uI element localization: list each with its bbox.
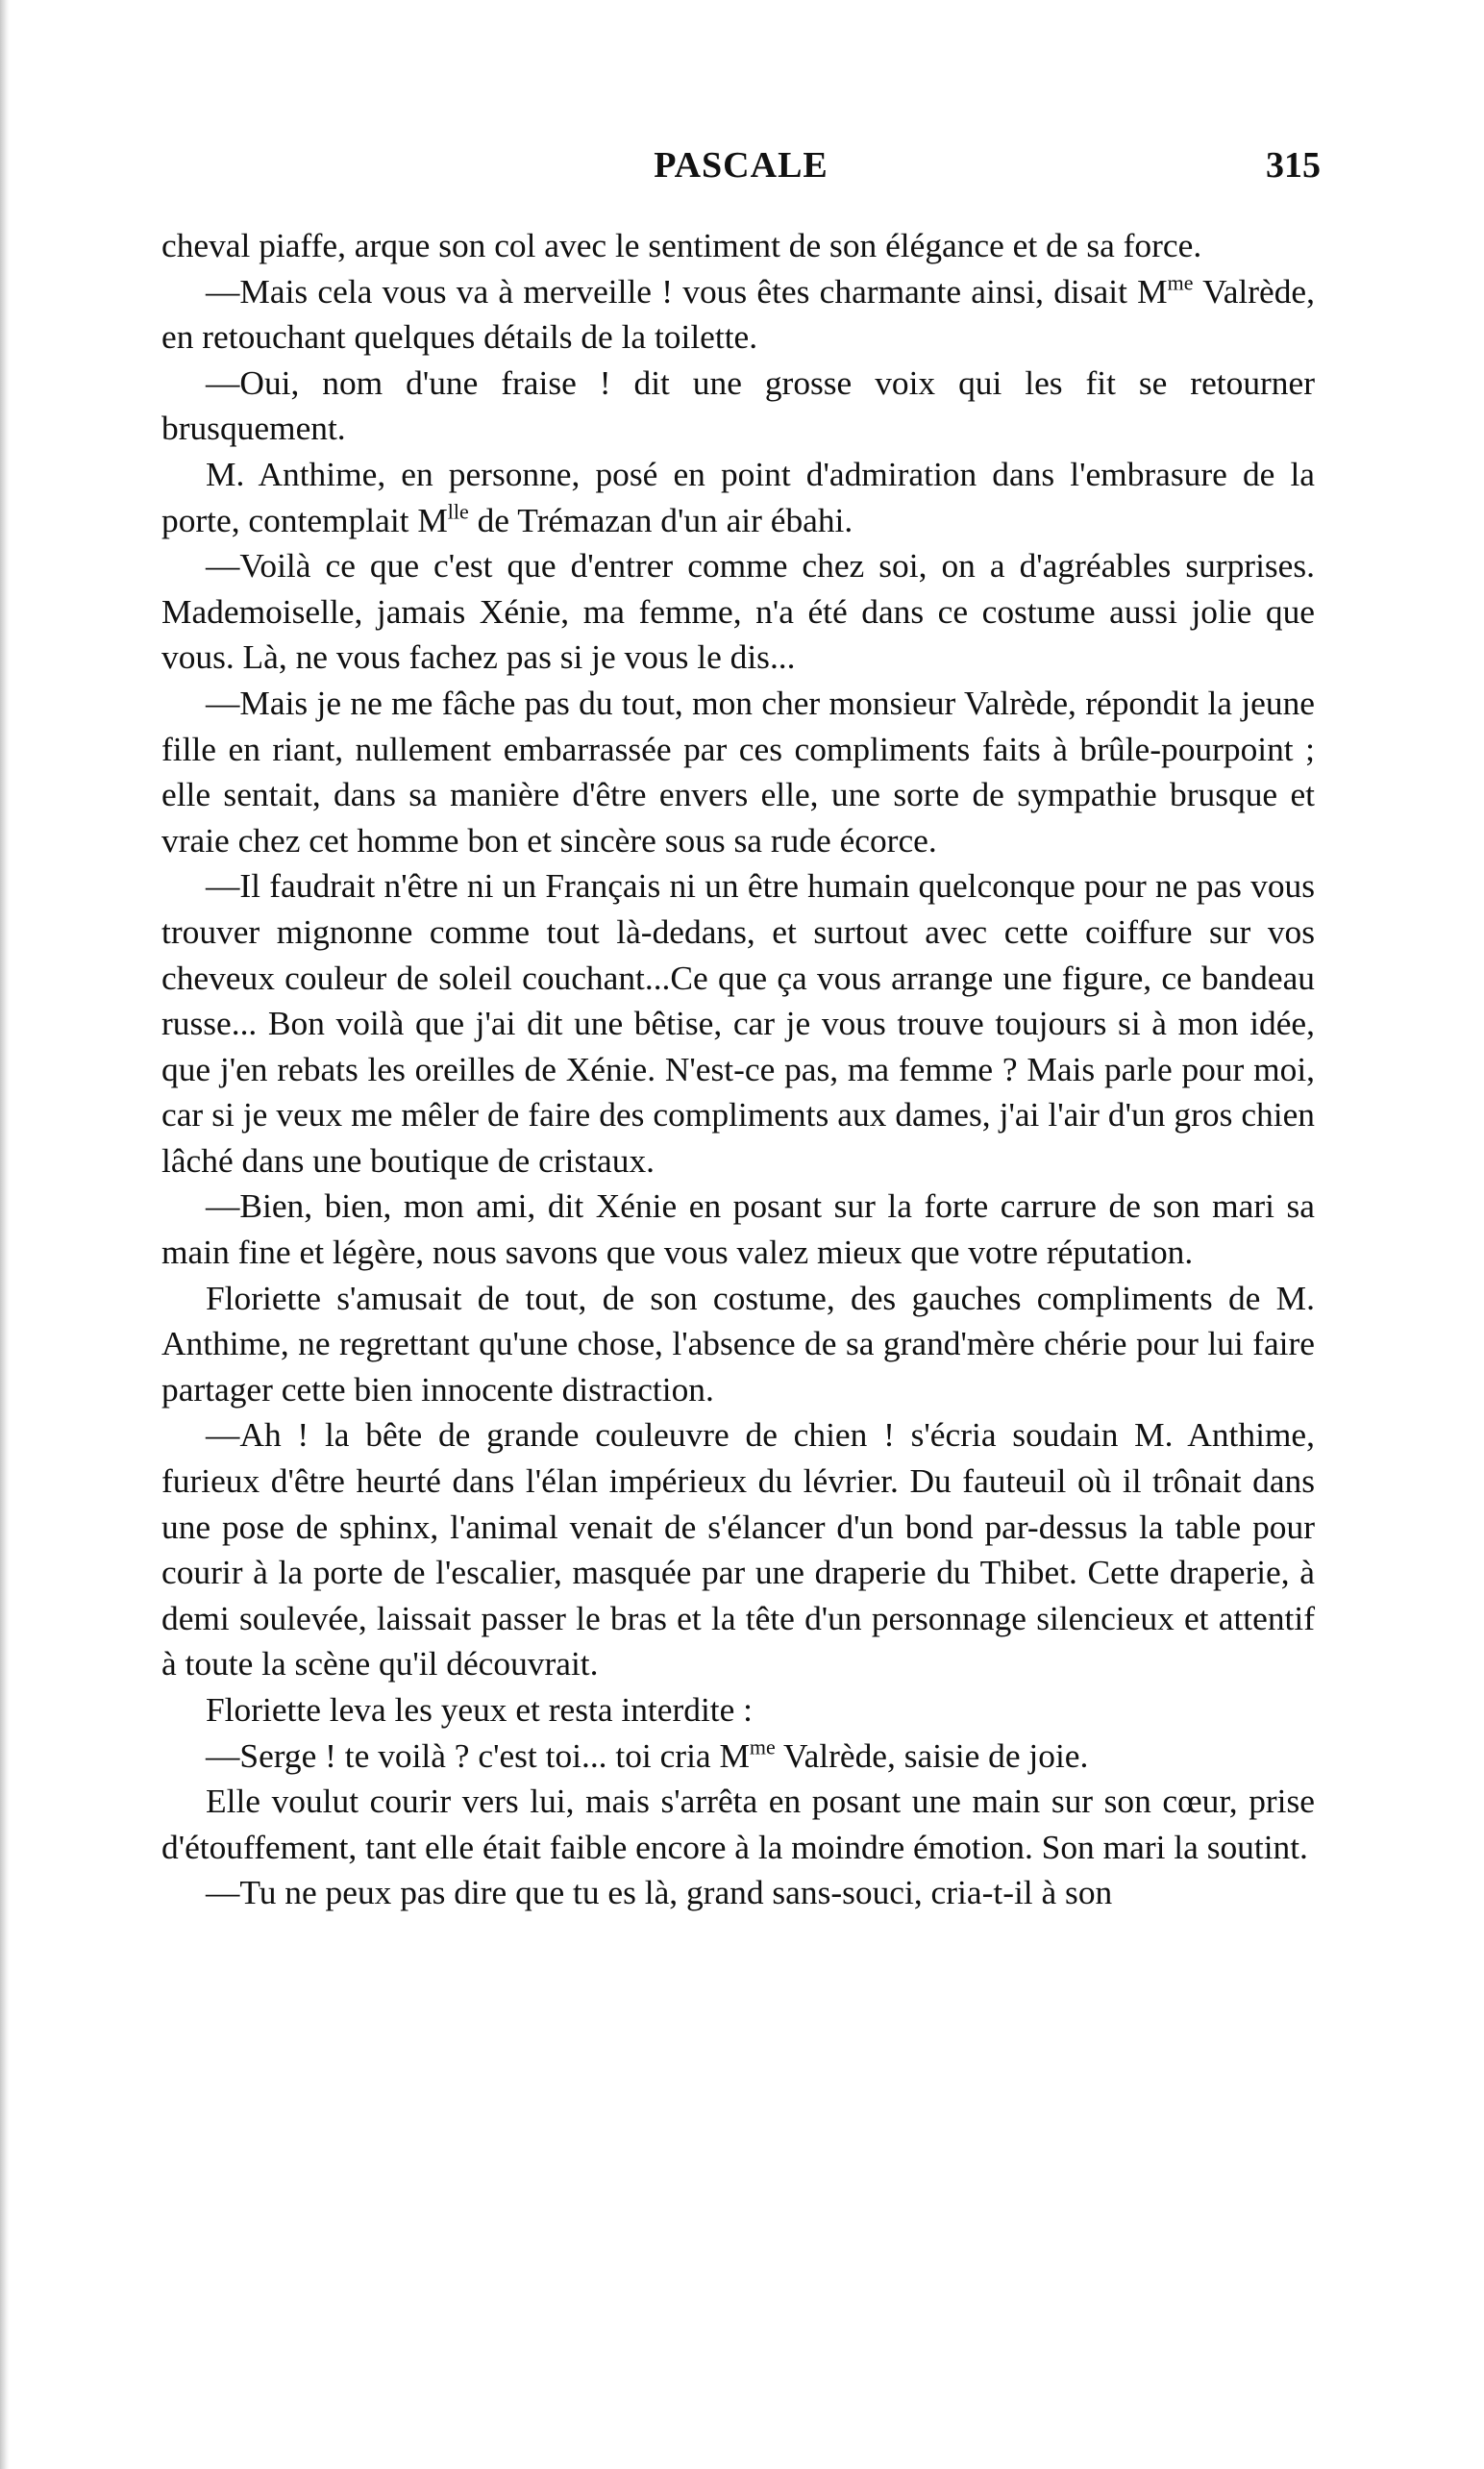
scan-edge — [0, 0, 10, 2469]
page-number: 315 — [1266, 145, 1321, 186]
paragraph: Floriette s'amusait de tout, de son costume, des gauches compliments de M. Anthime, ne regrettant qu'une chose, l'absence de sa grand'mère chérie pour lui faire partager cette bien innocente distraction. — [161, 1278, 1315, 1409]
paragraph: —Mais je ne me fâche pas du tout, mon cher monsieur Valrède, répondit la jeune fille en riant, nullement embarrassée par ces compliments faits à brûle-pourpoint ; elle sentait, dans sa manière d'être envers elle, une sorte de sympathie brusque et vraie chez cet homme bon et sincère sous sa rude écorce. — [161, 683, 1315, 860]
paragraph: —Ah ! la bête de grande couleuvre de chien ! s'écria soudain M. Anthime, furieux d'être heurté dans l'élan impérieux du lévrier. Du fauteuil où il trônait dans une pose de sphinx, l'animal venait de s'élancer d'un bond par-dessus la table pour courir à la porte de l'escalier, masquée par une draperie du Thibet. Cette draperie, à demi soulevée, laissait passer le bras et la tête d'un personnage silencieux et attentif à toute la scène qu'il découvrait. — [161, 1415, 1315, 1683]
running-title: PASCALE — [654, 145, 829, 186]
paragraph: —Il faudrait n'être ni un Français ni un être humain quelconque pour ne pas vous trouver mignonne comme tout là-dedans, et surtout avec cette coiffure sur vos cheveux couleur de soleil couchant...Ce que ça vous arrange une figure, ce bandeau russe... Bon voilà que j'ai dit une bêtise, car je vous trouve toujours si à mon idée, que j'en rebats les oreilles de Xénie. N'est-ce pas, ma femme ? Mais parle pour moi, car si je veux me mêler de faire des compliments aux dames, j'ai l'air d'un gros chien lâché dans une boutique de cristaux. — [161, 866, 1315, 1180]
paragraph: —Bien, bien, mon ami, dit Xénie en posant sur la forte carrure de son mari sa main fine et légère, nous savons que vous valez mieux que votre réputation. — [161, 1186, 1315, 1272]
paragraph: —Mais cela vous va à merveille ! vous êtes charmante ainsi, disait $M^{me}$ Valrède, en retouchant quelques détails de la toilette. — [161, 270, 1315, 357]
paragraph: —Tu ne peux pas dire que tu es là, grand sans-souci, cria-t-il à son — [206, 1873, 1113, 1912]
page-body — [161, 223, 1315, 1916]
paragraph: Elle voulut courir vers lui, mais s'arrêta en posant une main sur son cœur, prise d'étouffement, tant elle était faible encore à la moindre émotion. Son mari la soutint. — [161, 1782, 1315, 1866]
page-header — [161, 144, 1321, 202]
paragraph: —Oui, nom d'une fraise ! dit une grosse voix qui les fit se retourner brusquement. — [161, 362, 1315, 448]
paragraph: —Voilà ce que c'est que d'entrer comme chez soi, on a d'agréables surprises. Mademoiselle, jamais Xénie, ma femme, n'a été dans ce costume aussi jolie que vous. Là, ne vous fachez pas si je vous le dis... — [161, 546, 1315, 677]
paragraph: Floriette leva les yeux et resta interdite : — [206, 1690, 753, 1729]
paragraph: —Serge ! te voilà ? c'est toi... toi cria $M^{me}$ Valrède, saisie de joie. — [206, 1734, 1089, 1775]
paragraph: cheval piaffe, arque son col avec le sentiment de son élégance et de sa force. — [161, 226, 1202, 264]
paragraph: M. Anthime, en personne, posé en point d'admiration dans l'embrasure de la porte, contemplait $M^{lle}$ de Trémazan d'un air ébahi. — [161, 454, 1315, 539]
